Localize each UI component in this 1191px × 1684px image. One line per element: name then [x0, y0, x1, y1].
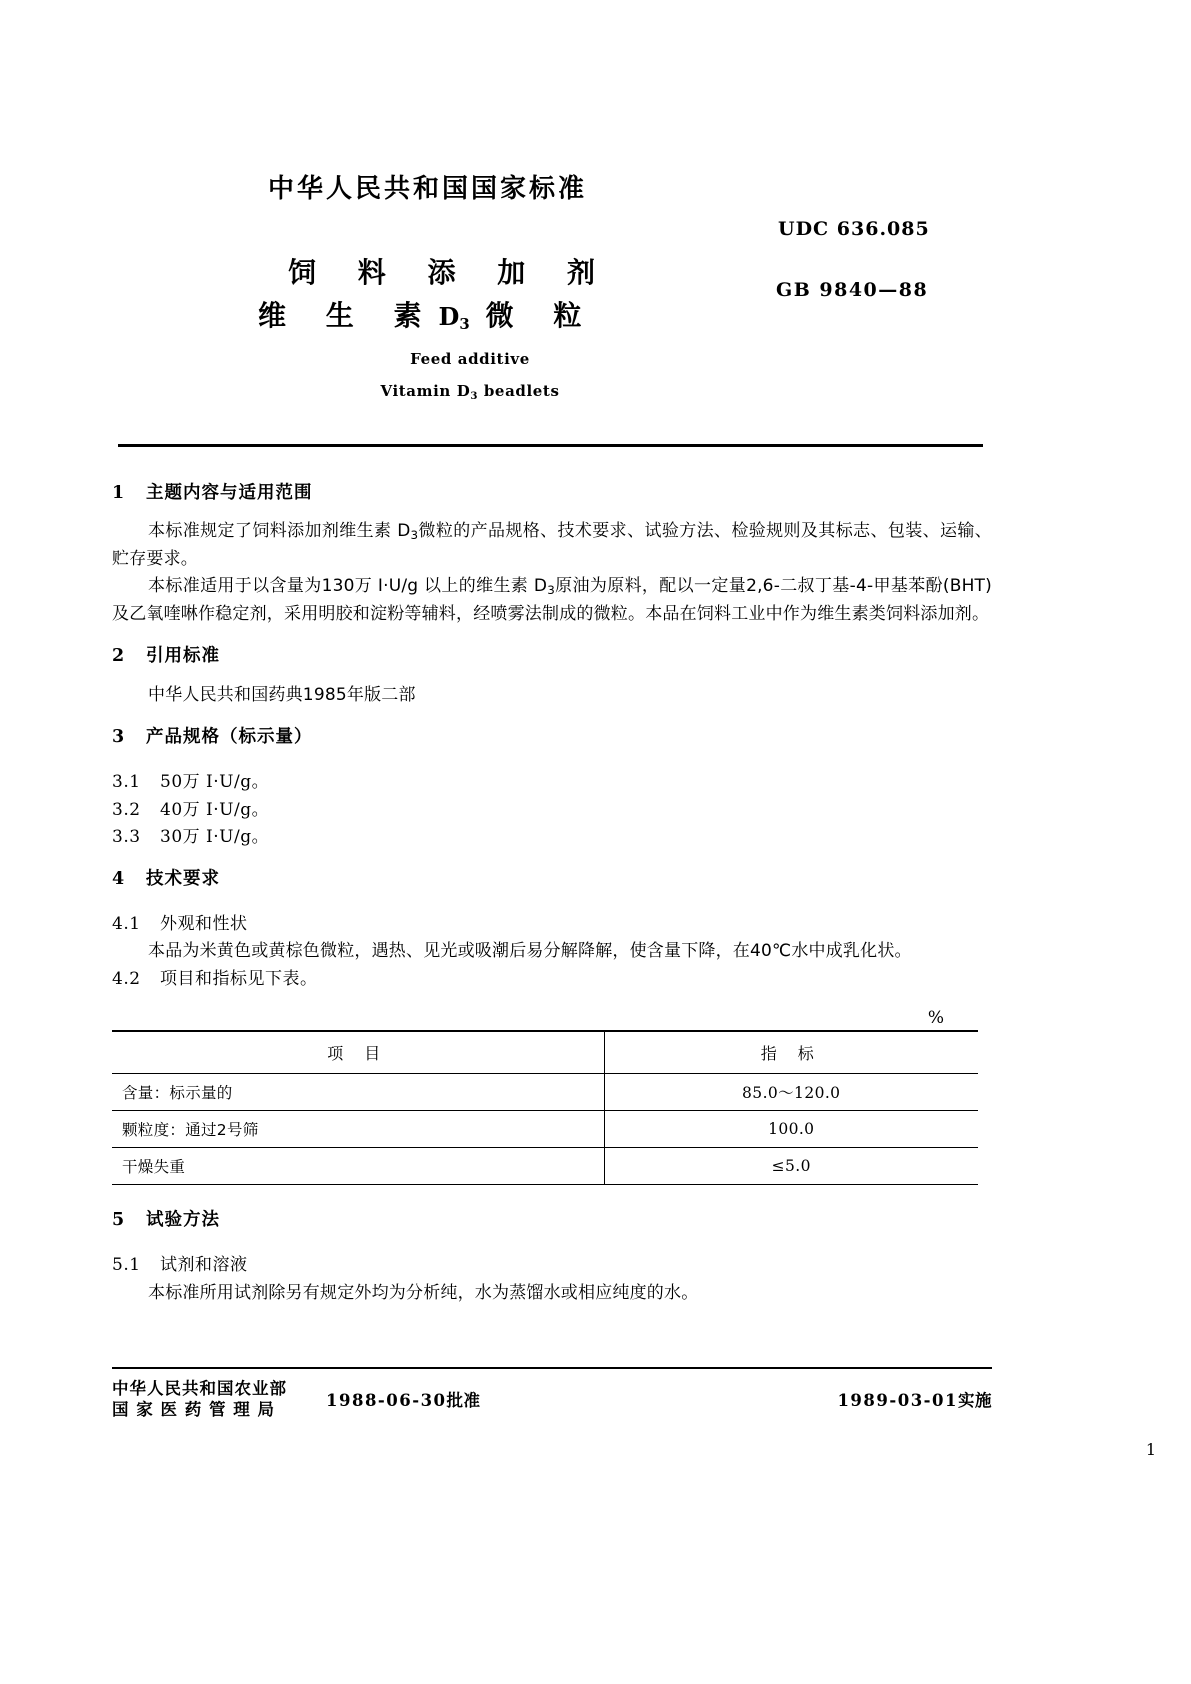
section-3-number: 3	[112, 727, 126, 748]
document-body	[112, 480, 992, 1307]
specification-table	[112, 1030, 978, 1185]
english-title-line2-pre: Vitamin D	[380, 382, 471, 400]
table-header-row	[112, 1031, 978, 1074]
section-1-para2-pre: 本标准适用于以含量为130万 I·U/g 以上的维生素 D	[148, 576, 548, 597]
section-4-1-heading	[112, 911, 992, 938]
vitamin-d3-formula: $D_3$	[438, 302, 470, 333]
spacer	[112, 674, 992, 682]
approval-date-suffix: 批准	[446, 1391, 481, 1410]
english-title-line2-post: beadlets	[478, 382, 560, 400]
section-3-1-number: 3.1	[112, 772, 141, 793]
section-3-1-item	[112, 769, 992, 796]
document-title-line2-part2: 微 粒	[485, 299, 597, 332]
issuing-org-line1: 中华人民共和国农业部	[112, 1379, 287, 1398]
section-3-title: 产品规格（标示量）	[146, 727, 313, 748]
table-cell-index: ≤5.0	[604, 1148, 978, 1185]
section-2-heading	[112, 643, 992, 669]
implementation-date-value: 1989-03-01	[837, 1391, 958, 1410]
section-2-paragraph-1: 中华人民共和国药典1985年版二部	[148, 684, 416, 705]
section-3-2-text: 40万 I·U/g。	[160, 799, 270, 820]
footer-divider-rule	[112, 1367, 992, 1369]
section-4-title: 技术要求	[146, 868, 220, 889]
section-2-number: 2	[112, 646, 126, 667]
section-3-1-text: 50万 I·U/g。	[160, 772, 270, 793]
section-3-heading	[112, 724, 992, 750]
document-title-line1: 饲 料 添 加 剂	[288, 256, 611, 289]
section-3-3-number: 3.3	[112, 826, 141, 847]
section-1-number: 1	[112, 483, 126, 503]
issuing-org-line2: 国 家 医 药 管 理 局	[112, 1400, 275, 1420]
table-cell-index: 100.0	[604, 1111, 978, 1148]
english-title-line1: Feed additive	[410, 350, 530, 368]
table-cell-item: 含量：标示量的	[112, 1074, 604, 1111]
implementation-date-suffix: 实施	[958, 1391, 992, 1410]
national-standard-title: 中华人民共和国国家标准	[268, 174, 588, 204]
section-1-paragraph-2	[112, 573, 992, 628]
section-1-para2-post: 原油为原料，配以一定量2,6-二叔丁基-4-甲基苯酚(BHT)及乙氧喹啉作稳定剂，采用明胶和淀粉等辅料，经喷雾法制成的微粒。本品在饲料工业中作为维生素类饲料添加剂。	[112, 576, 992, 624]
section-3-3-item	[112, 824, 992, 851]
section-1-para2-sub: 3	[547, 583, 555, 598]
table-row	[112, 1148, 978, 1185]
document-title-line2	[258, 294, 596, 334]
section-1-title: 主题内容与适用范围	[146, 483, 313, 503]
approval-date	[326, 1387, 481, 1411]
table-cell-item: 颗粒度：通过2号筛	[112, 1111, 604, 1148]
section-4-2-number: 4.2	[112, 968, 141, 989]
spacer	[112, 754, 992, 769]
section-4-1-number: 4.1	[112, 914, 141, 935]
section-3-3-text: 30万 I·U/g。	[160, 826, 270, 847]
section-5-1-number: 5.1	[112, 1255, 141, 1276]
section-5-number: 5	[112, 1210, 126, 1231]
spacer	[112, 896, 992, 911]
table-unit-mark: %	[927, 1008, 944, 1029]
section-1-paragraph-1	[112, 518, 992, 573]
table-row	[112, 1111, 978, 1148]
section-4-1-title: 外观和性状	[160, 914, 248, 935]
spacer	[112, 628, 992, 643]
english-title-line2	[0, 382, 940, 400]
table-header-item: 项 目	[112, 1031, 604, 1074]
section-4-2-heading	[112, 966, 992, 993]
section-3-2-number: 3.2	[112, 799, 141, 820]
section-1-heading	[112, 480, 992, 506]
spacer	[112, 1185, 992, 1207]
document-footer	[112, 1378, 992, 1438]
section-5-1-heading	[112, 1252, 992, 1279]
table-row	[112, 1074, 978, 1111]
spacer	[112, 709, 992, 724]
section-4-1-paragraph: 本品为米黄色或黄棕色微粒，遇热、见光或吸潮后易分解降解，使含量下降，在40℃水中成乳化状。	[148, 941, 912, 962]
issuing-organizations	[112, 1378, 287, 1420]
section-4-2-title: 项目和指标见下表。	[160, 968, 318, 989]
section-5-heading	[112, 1207, 992, 1233]
section-5-title: 试验方法	[146, 1210, 220, 1231]
spacer	[112, 851, 992, 866]
section-1-para1-post: 微粒的产品规格、技术要求、试验方法、检验规则及其标志、包装、运输、贮存要求。	[112, 521, 992, 569]
page-number: 1	[1145, 1440, 1156, 1459]
table-header-index: 指 标	[604, 1031, 978, 1074]
spacer	[112, 1237, 992, 1252]
table-cell-item: 干燥失重	[112, 1148, 604, 1185]
approval-date-value: 1988-06-30	[326, 1391, 447, 1410]
section-1-para1-sub: 3	[410, 528, 419, 543]
section-4-heading	[112, 866, 992, 892]
header-divider-rule	[118, 444, 983, 447]
implementation-date	[837, 1387, 992, 1411]
section-2-title: 引用标准	[146, 646, 220, 667]
section-4-number: 4	[112, 868, 126, 889]
document-title-line2-part1: 维 生 素	[258, 299, 437, 332]
section-5-1-title: 试剂和溶液	[160, 1255, 248, 1276]
spacer	[112, 993, 992, 1008]
spacer	[112, 510, 992, 518]
section-1-para1-pre: 本标准规定了饲料添加剂维生素 D	[148, 521, 411, 542]
section-3-2-item	[112, 797, 992, 824]
section-5-1-paragraph: 本标准所用试剂除另有规定外均为分析纯，水为蒸馏水或相应纯度的水。	[148, 1282, 699, 1303]
udc-code: UDC 636.085	[778, 218, 930, 240]
standard-number: GB 9840—88	[776, 279, 929, 301]
english-title-line2-sub: 3	[470, 390, 479, 402]
table-cell-index: 85.0～120.0	[604, 1074, 978, 1111]
